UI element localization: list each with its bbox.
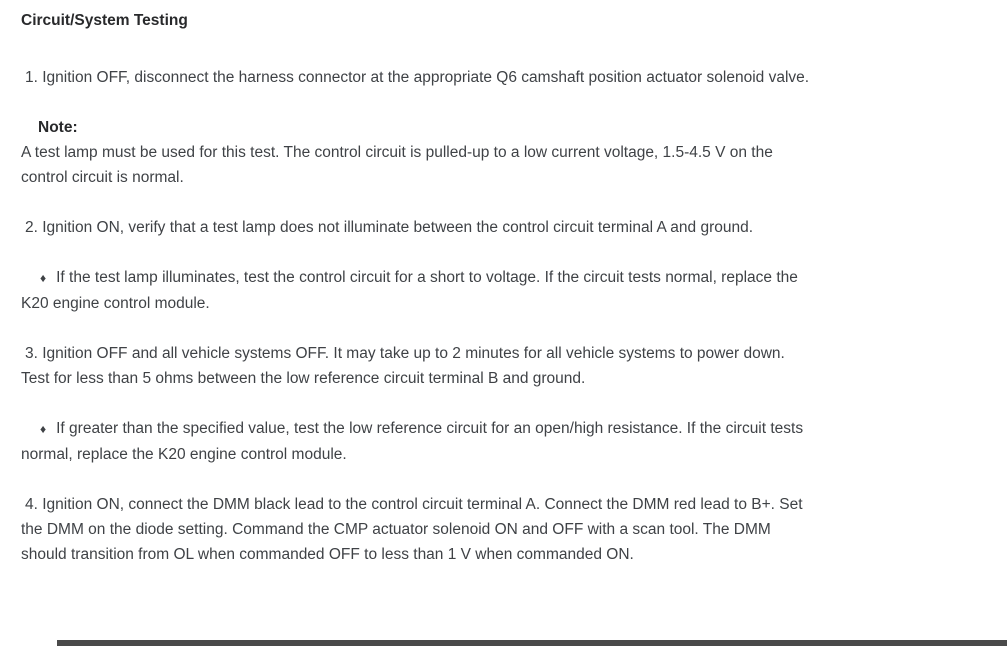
step-1-paragraph: 1. Ignition OFF, disconnect the harness connector at the appropriate Q6 camshaft position actuator solenoid valve. (25, 69, 810, 86)
horizontal-scrollbar[interactable] (0, 640, 1007, 646)
bullet-item-1 (21, 265, 813, 316)
step-2-paragraph: 2. Ignition ON, verify that a test lamp does not illuminate between the control circuit terminal A and ground. (25, 219, 754, 236)
diamond-bullet-icon: ♦ (40, 271, 47, 285)
note-label: Note: (38, 119, 78, 136)
page-title: Circuit/System Testing (21, 12, 188, 29)
horizontal-scrollbar-thumb[interactable] (57, 640, 1007, 646)
step-3-paragraph: 3. Ignition OFF and all vehicle systems OFF. It may take up to 2 minutes for all vehicle systems to power down. Test for less than 5 ohms between the low reference circuit terminal B and ground. (21, 345, 785, 387)
step-4-paragraph: 4. Ignition ON, connect the DMM black lead to the control circuit terminal A. Connect the DMM red lead to B+. Set the DMM on the diode setting. Command the CMP actuator solenoid ON and OFF with a scan tool. The DMM should transition from OL when commanded OFF to less than 1 V when commanded ON. (21, 496, 803, 563)
bullet-2-text: If greater than the specified value, test the low reference circuit for an open/high resistance. If the circuit tests normal, replace the K20 engine control module. (21, 420, 804, 463)
bullet-1-text: If the test lamp illuminates, test the control circuit for a short to voltage. If the circuit tests normal, replace the K20 engine control module. (21, 269, 798, 312)
note-body: A test lamp must be used for this test. The control circuit is pulled-up to a low current voltage, 1.5-4.5 V on the control circuit is normal. (21, 144, 773, 186)
bullet-item-2 (21, 416, 813, 467)
diamond-bullet-icon: ♦ (40, 422, 47, 436)
